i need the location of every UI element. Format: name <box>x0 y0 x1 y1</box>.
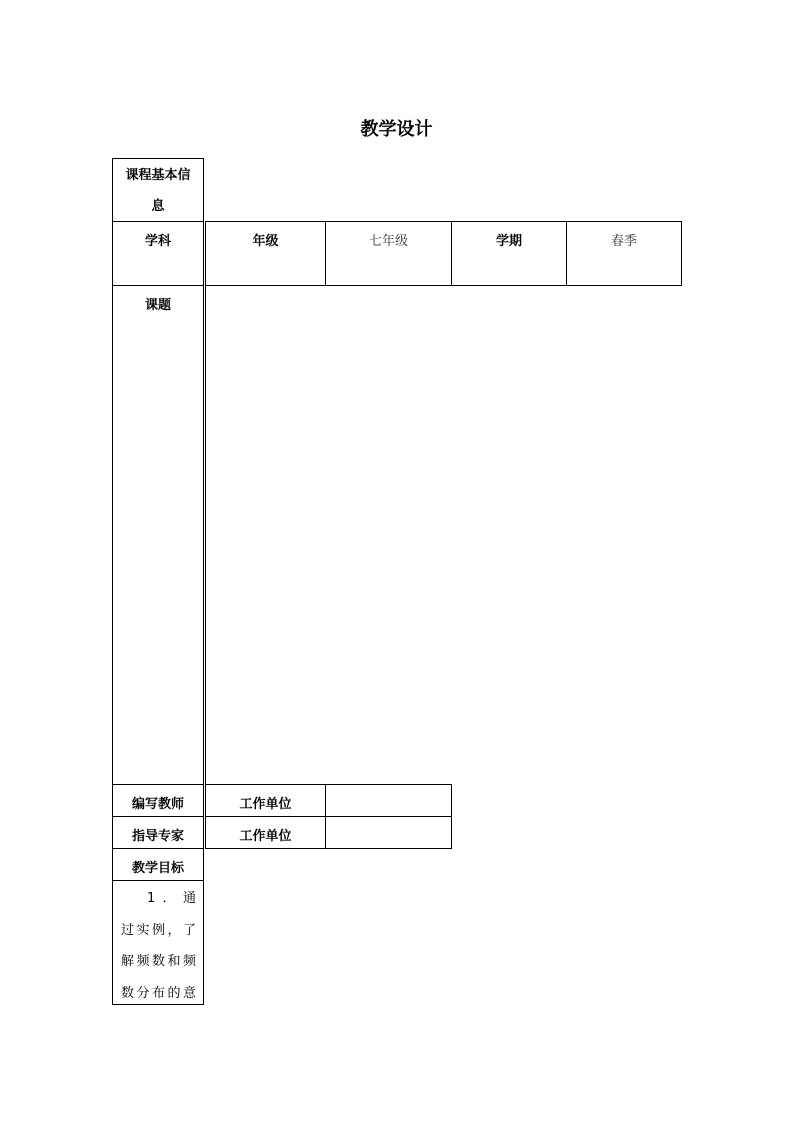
term-label: 学期 <box>451 221 567 286</box>
basic-info-line2: 息 <box>151 199 165 214</box>
author-label: 编写教师 <box>112 784 204 817</box>
grade-label: 年级 <box>205 221 326 286</box>
grade-value: 七年级 <box>325 221 452 286</box>
basic-info-line1: 课程基本信 <box>125 168 191 183</box>
objectives-line: 1．通 <box>147 891 197 906</box>
advisor-label: 指导专家 <box>112 816 204 849</box>
objectives-label: 教学目标 <box>112 848 204 881</box>
author-unit-value[interactable] <box>325 784 452 817</box>
objectives-text <box>112 880 204 1005</box>
page-title: 教学设计 <box>360 119 433 140</box>
subject-label: 学科 <box>112 221 204 286</box>
basic-info-label <box>112 158 204 222</box>
objectives-line: 解频数和频 <box>121 954 197 969</box>
term-value: 春季 <box>566 221 682 286</box>
topic-divider <box>205 285 206 785</box>
advisor-unit-value[interactable] <box>325 816 452 849</box>
objectives-line: 数分布的意 <box>121 985 197 1001</box>
objectives-line: 过实例，了 <box>121 922 197 938</box>
author-unit-label: 工作单位 <box>205 784 326 817</box>
advisor-unit-label: 工作单位 <box>205 816 326 849</box>
topic-label: 课题 <box>112 285 204 785</box>
